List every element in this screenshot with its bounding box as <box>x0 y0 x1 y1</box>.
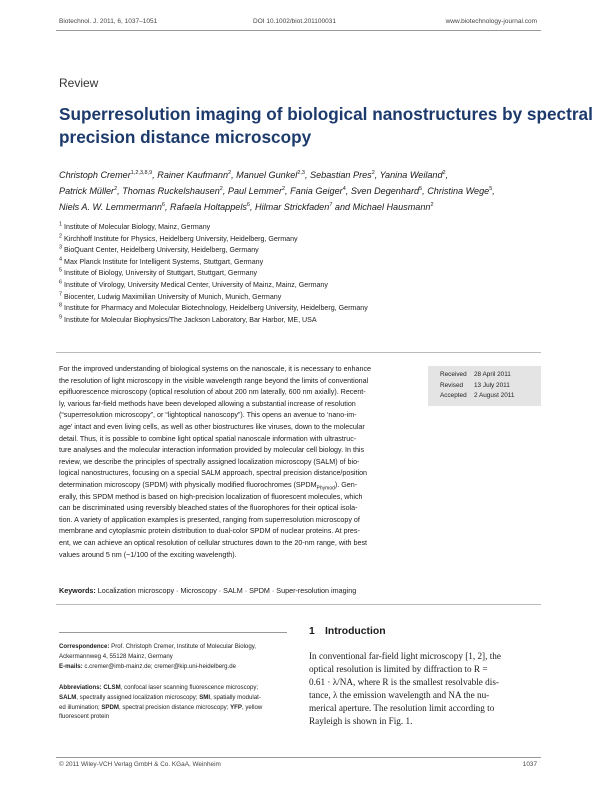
abstract-line-tail: ). Gen- <box>334 480 358 489</box>
abbreviation-term: SPDM <box>101 703 119 711</box>
date-row <box>440 381 541 392</box>
abbreviation-term: SALM <box>59 693 77 701</box>
title-line: Superresolution imaging of biological nanostructures by spectral <box>59 104 593 124</box>
abstract <box>59 364 421 561</box>
date-label: Received <box>440 371 467 378</box>
abstract-line: age’ intact and even living cells, as well as other biostructures like viruses, down to the molecular <box>59 422 365 431</box>
correspondence <box>59 642 289 671</box>
affiliation-text: Kirchhoff Institute for Physics, Heidelberg University, Heidelberg, Germany <box>64 234 298 243</box>
author-name: Patrick Müller <box>59 186 115 196</box>
abbreviation-definition: , spectral precision distance microscopy; <box>118 703 229 711</box>
abstract-line: detail. Thus, it is possible to combine light optical spatial nanoscale information with ultrastruc- <box>59 434 357 443</box>
body-line: In conventional far-field light microscopy [1, 2], the <box>309 651 501 661</box>
abbreviation-line <box>59 703 289 713</box>
introduction-text <box>309 650 542 729</box>
affiliation-number: 8 <box>59 302 63 309</box>
author-name: Hilmar Strickfaden <box>255 202 330 212</box>
author-name: Rainer Kaufmann <box>157 170 229 180</box>
abstract-subscript: Phymod <box>316 485 335 492</box>
affiliation <box>59 222 539 234</box>
body-line: merical aperture. The resolution limit according to <box>309 703 495 714</box>
affiliation-text: Institute of Virology, University Medical Center, University of Mainz, Mainz, Germany <box>64 280 328 289</box>
author-name: Sven Degenhard <box>350 186 420 196</box>
affiliation-ref: 2 <box>219 185 223 192</box>
abbreviation-term: SMI <box>199 693 211 701</box>
affiliation-number: 9 <box>59 314 63 321</box>
article-title <box>59 103 593 149</box>
abstract-line <box>59 480 421 492</box>
author-conjunction: and <box>334 202 351 212</box>
copyright: © 2011 Wiley-VCH Verlag GmbH & Co. KGaA, Weinheim <box>59 761 221 768</box>
author-name: Rafaela Holtappels <box>170 202 247 212</box>
affiliation-text: BioQuant Center, Heidelberg University, Heidelberg, Germany <box>64 246 259 255</box>
abstract-line: the resolution of light microscopy in the visible wavelength range beyond the limits of conventional <box>59 376 369 385</box>
affiliations <box>59 222 539 326</box>
abbreviations-label: Abbreviations: <box>59 684 102 691</box>
affiliation <box>59 280 539 292</box>
date-row <box>440 370 541 381</box>
abstract-line: For the improved understanding of biological systems on the nanoscale, it is necessary to enhance <box>59 365 371 373</box>
affiliation-number: 5 <box>59 268 63 275</box>
affiliation-ref: 2 <box>430 201 434 208</box>
section-number: 1 <box>309 626 315 637</box>
author-name: Christina Wege <box>427 186 490 196</box>
author-list <box>59 167 544 215</box>
abstract-line: can be discriminated using reversibly bleached states of the fluorophores for their optical isola- <box>59 504 358 513</box>
abbreviation-definition: , yellow <box>241 703 263 711</box>
abstract-line: review, we describe the principles of spectrally assigned localization microscopy (SALM) of bio- <box>59 457 360 466</box>
date-label: Revised <box>440 381 464 389</box>
abstract-line: (“superresolution microscopy”, or “lightoptical nanoscopy”). This opens an avenue to ‘nano-im- <box>59 411 357 420</box>
email-addresses[interactable]: c.cremer@imb-mainz.de; cremer@kip.uni-heidelberg.de <box>84 662 236 670</box>
body-line: tance, λ the emission wavelength and NA the nu- <box>309 690 490 701</box>
affiliation-ref: 6 <box>161 201 165 208</box>
affiliation-text: Biocenter, Ludwig Maximilian University of Munich, Munich, Germany <box>64 292 282 301</box>
affiliation-number: 7 <box>59 291 63 298</box>
abbreviation-definition: , spatially modulat- <box>210 693 261 701</box>
abstract-line: ly, various far-field methods have been developed allowing a substantial increase of resolution <box>59 399 356 408</box>
abbreviation-line <box>59 693 289 703</box>
affiliation-number: 4 <box>59 256 63 263</box>
header-divider <box>56 30 541 31</box>
author-line: Niels A. W. Lemmermann$^6$, Rafaela Holtappels$^6$, Hilmar Strickfaden$^7$ and Michael Hausmann$^2$ <box>59 201 434 212</box>
abstract-line: logical nanostructures, focusing on a special SALM approach, spectral precision distance/position <box>59 469 368 478</box>
abstract-line: epifluorescence microscopy (optical resolution of about 200 nm laterally, 600 nm axially). Recent- <box>59 388 366 397</box>
correspondence-line: Ackermannweg 4, 55128 Mainz, Germany <box>59 652 173 660</box>
affiliation <box>59 268 539 280</box>
article-history-box <box>428 366 541 406</box>
journal-citation: Biotechnol. J. 2011, 6, 1037–1051 <box>59 18 158 25</box>
affiliation-ref: 2 <box>442 169 446 176</box>
section-heading <box>309 626 386 637</box>
keywords <box>59 586 356 595</box>
author-name: Fania Geiger <box>290 186 343 196</box>
abstract-line: erally, this SPDM method is based on high-precision localization of fluorescent molecules, which <box>59 492 363 501</box>
affiliation-ref: 5 <box>489 185 493 192</box>
author-name: Manuel Gunkel <box>236 170 298 180</box>
date-label: Accepted <box>440 392 467 400</box>
author-name: Michael Hausmann <box>352 202 431 212</box>
abbreviations <box>59 683 289 722</box>
affiliation-ref: 7 <box>329 201 333 208</box>
body-line: Rayleigh is shown in Fig. 1. <box>309 716 413 727</box>
affiliation-ref: 5 <box>419 185 423 192</box>
abbreviation-term: CLSM <box>103 684 121 691</box>
abbreviation-definition: , confocal laser scanning fluorescence microscopy; <box>120 684 259 691</box>
section-title: Introduction <box>325 626 386 637</box>
journal-website[interactable]: www.biotechnology-journal.com <box>445 18 537 25</box>
date-value: 2 August 2011 <box>474 392 515 400</box>
affiliation-ref: 6 <box>246 201 250 208</box>
affiliation-number: 1 <box>59 221 63 228</box>
abstract-line: ent, we can achieve an optical resolution of cellular structures down to the 20-nm range, with best <box>59 538 368 547</box>
abbreviation-definition: , spectrally assigned localization microscopy; <box>76 693 198 701</box>
body-line: optical resolution is limited by diffraction to R = <box>309 664 488 675</box>
email-label: E-mails: <box>59 662 83 670</box>
author-line: Patrick Müller$^2$, Thomas Ruckelshausen$^2$, Paul Lemmer$^2$, Fania Geiger$^4$, Sven Degenhard$^5$, Christina Wege$^5$, <box>59 185 495 196</box>
affiliation-ref: 2 <box>114 185 118 192</box>
affiliation <box>59 234 539 246</box>
affiliation-ref: 2 <box>281 185 286 192</box>
abstract-line: tion. A variety of application examples is presented, ranging from superresolution microscopy of <box>59 515 360 524</box>
affiliation-ref: 4 <box>342 185 346 192</box>
correspondence-text: Prof. Christoph Cremer, Institute of Molecular Biology, <box>111 643 256 650</box>
affiliation-number: 3 <box>59 244 63 251</box>
footer-divider <box>56 757 541 758</box>
author-line: Christoph Cremer$^{1,2,3,8,9}$, Rainer Kaufmann$^2$, Manuel Gunkel$^{2,3}$, Sebastian Pres$^2$, Yanina Weiland$^2$, <box>59 169 449 180</box>
author-name: Paul Lemmer <box>227 186 282 196</box>
affiliation <box>59 292 539 304</box>
affiliation-ref: 1,2,3,8,9 <box>130 169 153 176</box>
abstract-line: values around 5 nm (~1/100 of the exciting wavelength). <box>59 550 237 559</box>
keywords-text: Localization microscopy · Microscopy · SALM · SPDM · Super-resolution imaging <box>97 586 357 595</box>
abstract-line: membrane and cytoplasmic protein distribution to dual-color SPDM of nuclear proteins. At pres- <box>59 527 360 536</box>
abstract-divider <box>56 352 541 353</box>
affiliation-text: Institute of Molecular Biology, Mainz, Germany <box>64 223 211 231</box>
abbreviation-line <box>59 683 289 693</box>
keywords-label: Keywords: <box>59 586 96 595</box>
affiliation-text: Max Planck Institute for Intelligent Systems, Stuttgart, Germany <box>64 257 264 266</box>
body-line: 0.61 · λ/NA, where R is the smallest resolvable dis- <box>309 677 499 688</box>
affiliation-text: Institute for Pharmacy and Molecular Biotechnology, Heidelberg University, Heidelberg, Germany <box>64 304 368 313</box>
author-name: Thomas Ruckelshausen <box>122 186 220 196</box>
abbreviation-line: fluorescent protein <box>59 713 110 721</box>
footnote-divider <box>59 632 287 633</box>
abbreviation-term: YFP <box>230 703 242 711</box>
date-row <box>440 391 541 402</box>
affiliation-ref: 2 <box>371 169 375 176</box>
affiliation-number: 6 <box>59 279 63 286</box>
affiliation <box>59 245 539 257</box>
author-name: Sebastian Pres <box>310 170 372 180</box>
correspondence-line <box>59 662 289 672</box>
affiliation-number: 2 <box>59 233 63 240</box>
affiliation-text: Institute of Biology, University of Stuttgart, Stuttgart, Germany <box>64 269 258 278</box>
affiliation <box>59 303 539 315</box>
date-value: 28 April 2011 <box>474 371 511 378</box>
correspondence-line <box>59 642 289 652</box>
affiliation <box>59 315 539 327</box>
abbreviation-definition: ed illumination; <box>59 703 100 711</box>
author-name: Yanina Weiland <box>379 170 443 180</box>
affiliation <box>59 257 539 269</box>
author-name: Niels A. W. Lemmermann <box>59 202 162 212</box>
author-name: Christoph Cremer <box>59 170 131 180</box>
date-value: 13 July 2011 <box>474 381 510 389</box>
abstract-line: ture analyses and the molecular interaction information provided by molecular cell biology. In this <box>59 446 365 455</box>
affiliation-ref: 2 <box>228 169 232 176</box>
affiliation-text: Institute for Molecular Biophysics/The Jackson Laboratory, Bar Harbor, ME, USA <box>64 315 317 324</box>
abstract-line-text: determination microscopy (SPDM) with physically modified fluorochromes (SPDM <box>59 480 317 489</box>
correspondence-label: Correspondence: <box>59 643 110 650</box>
title-line: precision distance microscopy <box>59 127 312 147</box>
doi[interactable]: DOI 10.1002/biot.201100031 <box>253 18 337 25</box>
keywords-divider <box>56 604 541 605</box>
page-number: 1037 <box>522 761 537 768</box>
affiliation-ref: 2,3 <box>297 169 305 176</box>
article-type: Review <box>59 76 99 90</box>
